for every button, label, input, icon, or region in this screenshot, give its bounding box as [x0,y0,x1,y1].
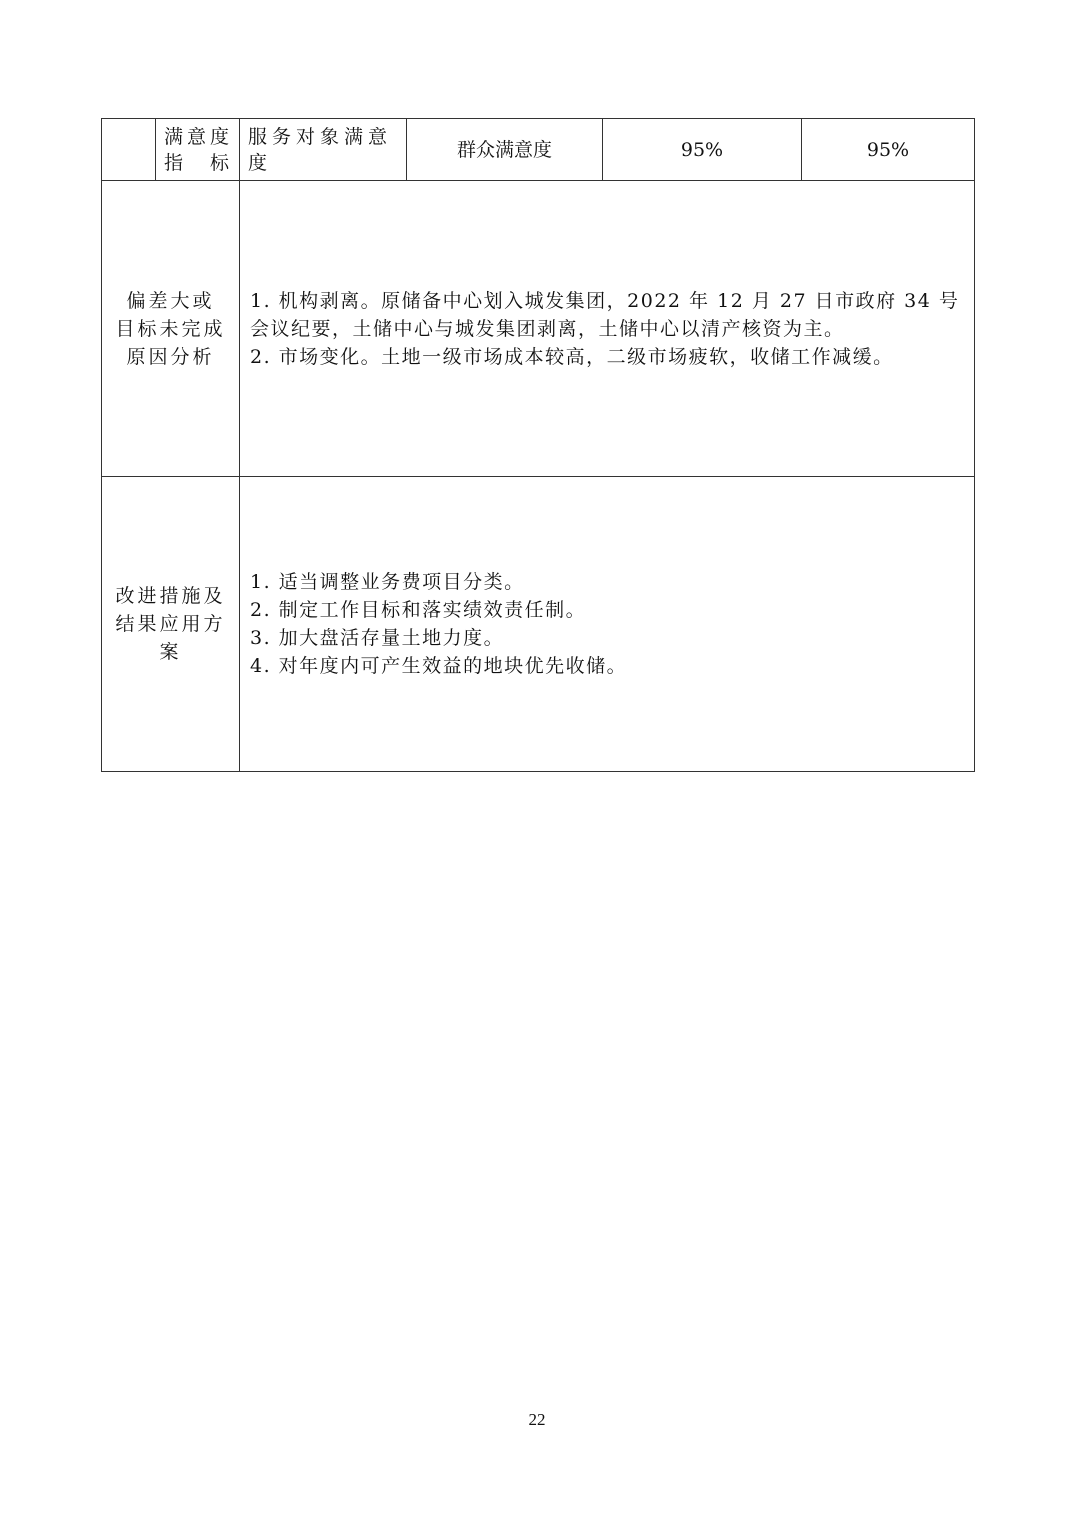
deviation-label-line: 原因分析 [126,345,215,368]
deviation-label-cell [102,181,240,477]
improvement-content-cell [240,477,975,772]
improvement-item: 4. 对年度内可产生效益的地块优先收储。 [250,655,628,677]
deviation-content-cell [240,181,975,477]
improvement-label-line: 改进措施及 [115,585,226,607]
target-value-cell: 95% [603,119,802,181]
performance-table [101,118,975,772]
actual-value-cell: 95% [802,119,975,181]
improvement-item: 3. 加大盘活存量土地力度。 [250,627,505,649]
empty-cell [102,119,156,181]
deviation-row [102,181,975,477]
indicator-name-line1: 服务对象满意 [248,125,393,148]
deviation-item: 2. 市场变化。土地一级市场成本较高，二级市场疲软，收储工作减缓。 [250,345,894,368]
improvement-item: 1. 适当调整业务费项目分类。 [250,571,525,593]
indicator-detail-cell: 群众满意度 [407,119,603,181]
improvement-label-line: 结果应用方 [115,613,226,635]
deviation-label-line: 目标未完成 [115,317,226,340]
page-number: 22 [528,1410,546,1429]
indicator-category-line2: 指 标 [164,151,231,174]
improvement-item: 2. 制定工作目标和落实绩效责任制。 [250,599,587,621]
improvement-label-line: 案 [159,641,182,663]
satisfaction-row [102,119,975,181]
deviation-label-line: 偏差大或 [126,289,215,312]
indicator-name-line2: 度 [248,151,273,174]
indicator-category-cell [156,119,240,181]
improvement-row [102,477,975,772]
improvement-label-cell [102,477,240,772]
deviation-item: 1. 机构剥离。原储备中心划入城发集团，2022 年 12 月 27 日市政府 34 号会议纪要，土储中心与城发集团剥离，土储中心以清产核资为主。 [250,289,960,340]
indicator-category-line1: 满意度 [164,125,231,148]
indicator-name-cell [240,119,407,181]
